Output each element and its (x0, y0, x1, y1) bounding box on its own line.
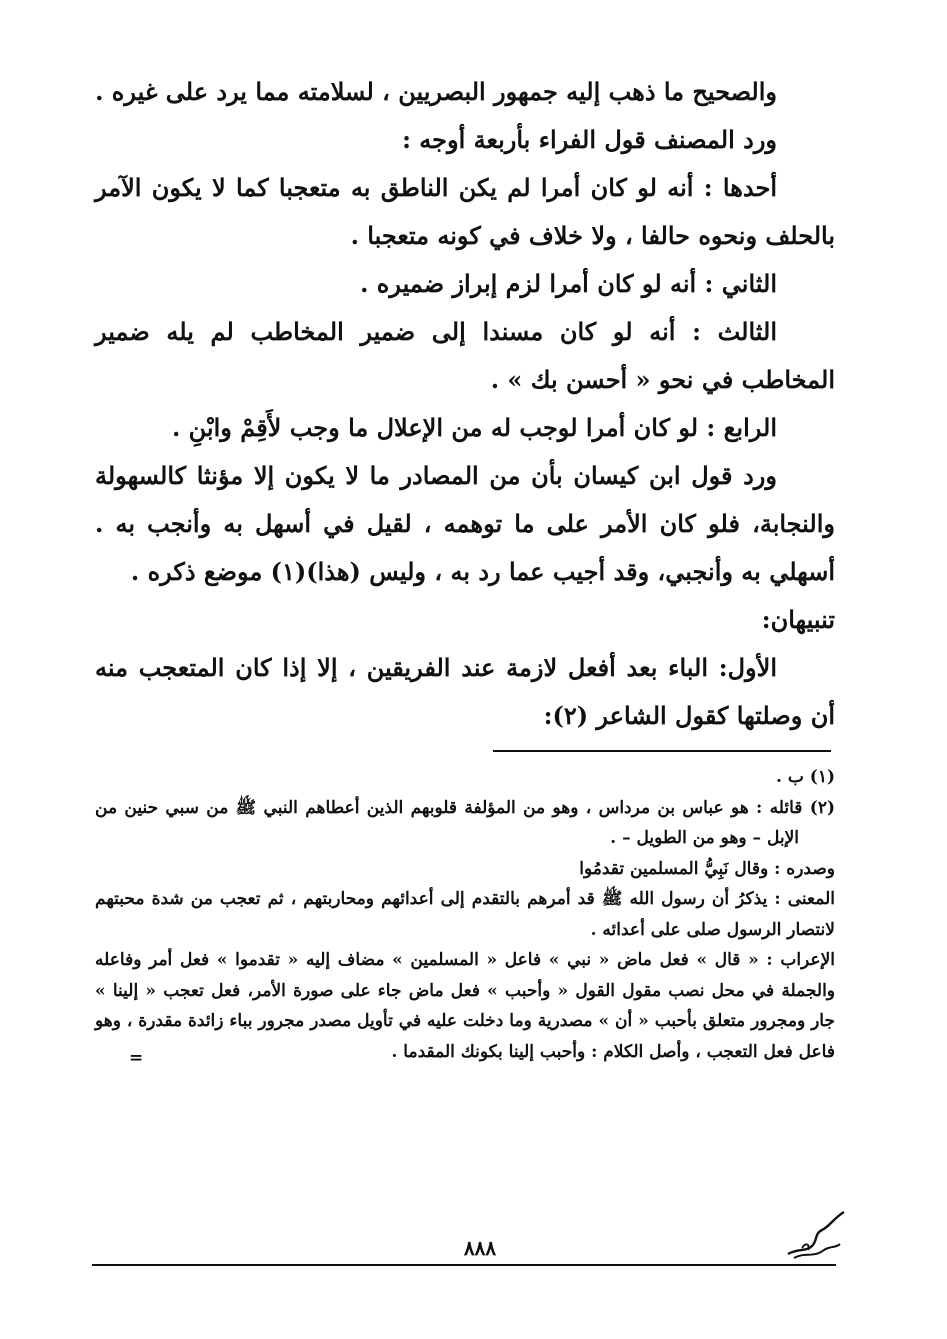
footnote-separator (493, 750, 831, 752)
continuation-mark: = (129, 1047, 144, 1068)
bottom-rule (92, 1264, 836, 1266)
paragraph-first-note: الأول: الباء بعد أفعل لازمة عند الفريقين ، إلا إذا كان المتعجب منه أن وصلتها كقول الشاعر (٢): (95, 653, 835, 730)
footnote-meaning: المعنى : يذكرُ أن رسول الله ﷺ قد أمرهم بالتقدم إلى أعدائهم ومحاربتهم ، ثم تعجب من شدة محبتهم لانتصار الرسول صلى على أعدائه . (95, 889, 835, 940)
page-number: ٨٨٨ (463, 1236, 497, 1260)
paragraph-ibn-kaysan: ورد قول ابن كيسان بأن من المصادر ما لا يكون إلا مؤنثا كالسهولة والنجابة، فلو كان الأمر على ما توهمه ، لقيل في أسهل به وأنجب به . أسهلي به وأنجبي، وقد أجيب عما رد به ، وليس (هذا)(١) موضع ذكره . (95, 461, 835, 586)
paragraph-fourth-reason: الرابع : لو كان أمرا لوجب له من الإعلال ما وجب لأَقِمْ وابْنِ . (171, 413, 777, 442)
paragraph-second-reason: الثاني : أنه لو كان أمرا لزم إبراز ضميره . (360, 269, 777, 298)
section-heading: تنبيهان: (761, 605, 835, 634)
paragraph-conclusion: والصحيح ما ذهب إليه جمهور البصريين ، لسلامته مما يرد على غيره . (95, 77, 777, 106)
footnote-verse: وصدره : وقال نَبِيُّ المسلمين تقدمُوا (579, 858, 835, 879)
footnote-1: (١) ب . (776, 767, 835, 787)
paragraph-third-reason: الثالث : أنه لو كان مسندا إلى ضمير المخاطب لم يله ضمير المخاطب في نحو « أحسن بك » . (95, 317, 835, 394)
footnotes (95, 762, 835, 1067)
signature-mark (784, 1208, 848, 1266)
paragraph-refutation-intro: ورد المصنف قول الفراء بأربعة أوجه : (402, 125, 777, 154)
main-text (95, 68, 835, 740)
footnote-parsing: الإعراب : « قال » فعل ماض « نبي » فاعل « المسلمين » مضاف إليه « تقدموا » فعل أمر وفاعله والجملة في محل نصب مقول القول « وأحبب » فعل ماض جاء على صورة الأمر، فعل تعجب « إلينا » جار ومجرور متعلق بأحبب « أن » مصدرية وما دخلت عليه في تأويل مصدر مجرور بباء زائدة مقدرة ، وهو فاعل فعل التعجب ، وأصل الكلام : وأحبب إلينا بكونك المقدما . (95, 950, 835, 1062)
footnote-2: (٢) قائله : هو عباس بن مرداس ، وهو من المؤلفة قلوبهم الذين أعطاهم النبي ﷺ من سبي حنين من الإبل – وهو من الطويل – . (95, 797, 835, 848)
paragraph-first-reason: أحدها : أنه لو كان أمرا لم يكن الناطق به متعجبا كما لا يكون الآمر بالحلف ونحوه حالفا ، ولا خلاف في كونه متعجبا . (95, 173, 835, 250)
